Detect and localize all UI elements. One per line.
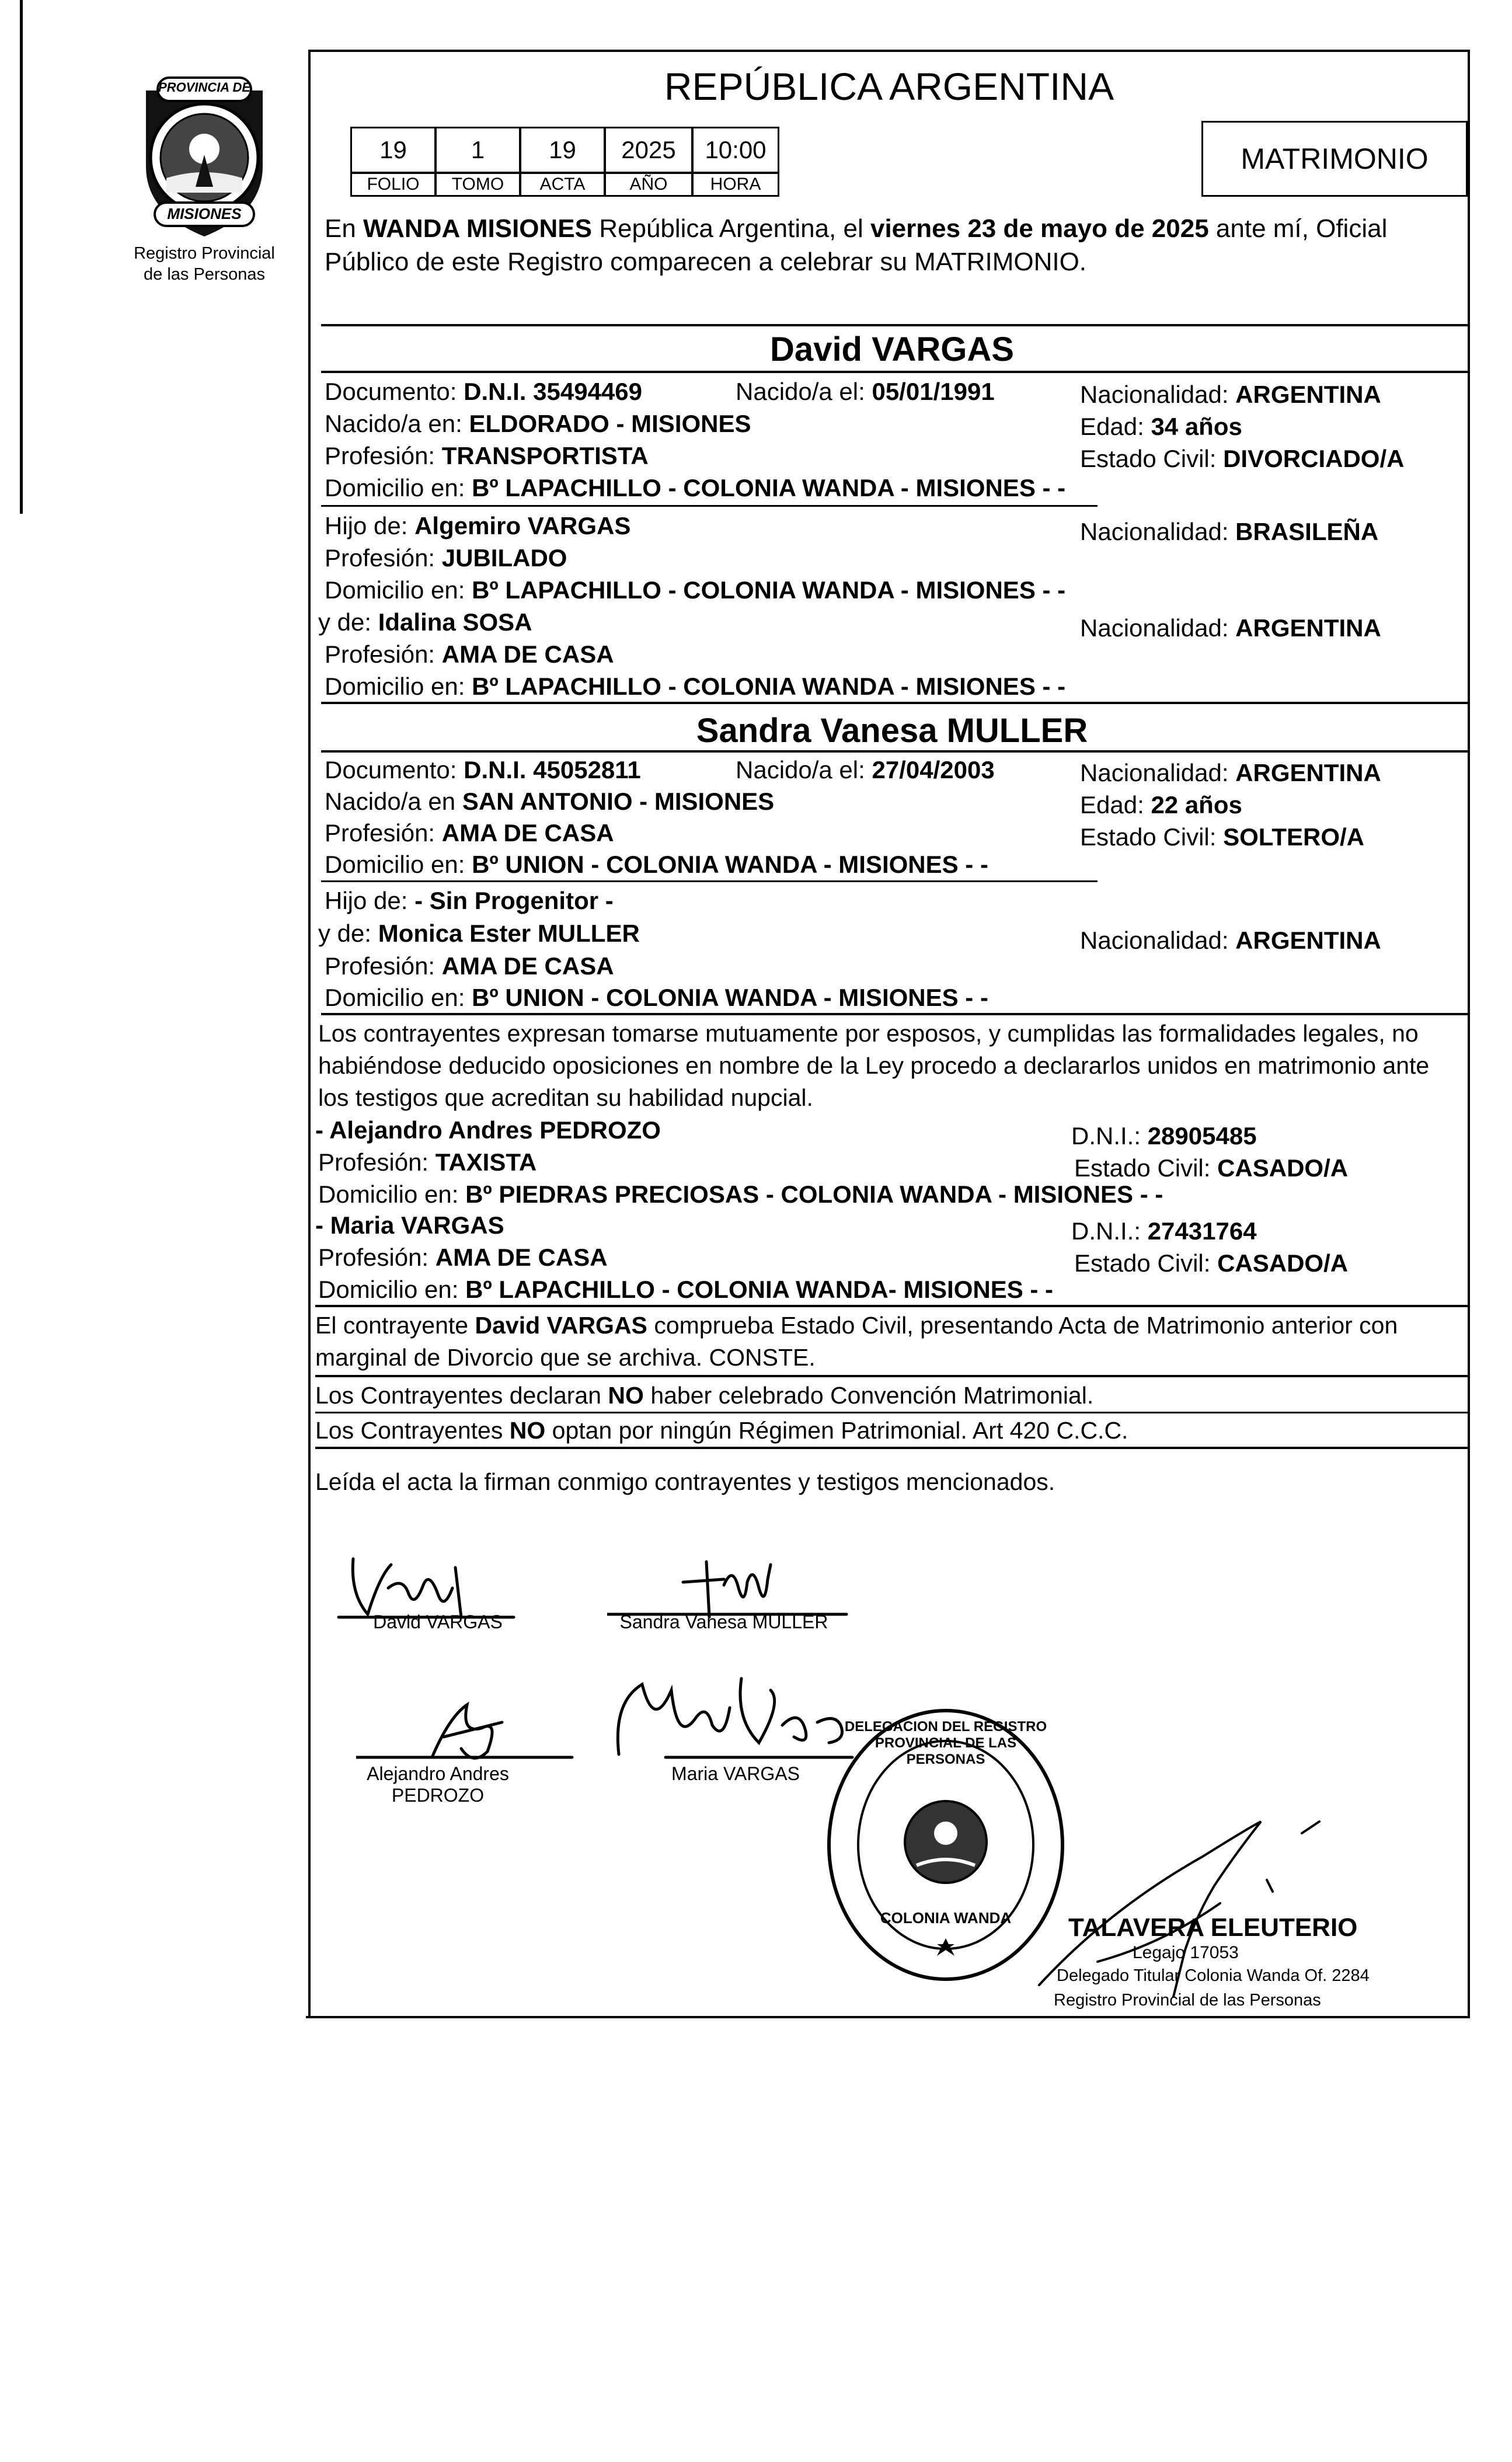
witness1-signature (356, 1693, 578, 1769)
bride-mother-home: Domicilio en: Bº UNION - COLONIA WANDA - MISIONES - - (325, 984, 988, 1011)
bride-mother-profession: Profesión: AMA DE CASA (325, 952, 614, 980)
witness2-civil-status: Estado Civil: CASADO/A (1074, 1249, 1349, 1277)
witness1-dni: D.N.I.: 28905485 (1071, 1122, 1257, 1150)
witness1-civil-status: Estado Civil: CASADO/A (1074, 1154, 1349, 1182)
bride-home: Domicilio en: Bº UNION - COLONIA WANDA - MISIONES - - (325, 851, 988, 878)
anio-label: AÑO (604, 172, 693, 197)
witness2-signature-label: Maria VARGAS (671, 1763, 800, 1784)
witness1-profession: Profesión: TAXISTA (318, 1148, 537, 1176)
seal-outer-text: DELEGACION DEL REGISTRO PROVINCIAL DE LAS PERSONAS (844, 1719, 1047, 1767)
groom-mother-profession: Profesión: AMA DE CASA (325, 640, 614, 668)
groom-father-nationality: Nacionalidad: BRASILEÑA (1080, 518, 1379, 545)
registry-name-line1: Registro Provincial (134, 244, 275, 263)
note-bottom-rule (315, 1375, 1470, 1377)
groom-born: Nacido/a el: 05/01/1991 (736, 378, 995, 405)
witness1-name: - Alejandro Andres PEDROZO (315, 1116, 661, 1144)
groom-home: Domicilio en: Bº LAPACHILLO - COLONIA WANDA - MISIONES - - (325, 474, 1066, 502)
left-margin-rule (20, 0, 23, 514)
note-line2: marginal de Divorcio que se archiva. CONSTE. (315, 1344, 816, 1371)
folio-label: FOLIO (350, 172, 436, 197)
bride-profession: Profesión: AMA DE CASA (325, 819, 614, 847)
bride-born: Nacido/a el: 27/04/2003 (736, 756, 995, 783)
convention-mid-rule (315, 1412, 1470, 1413)
record-grid (350, 127, 779, 197)
bride-age: Edad: 22 años (1080, 791, 1242, 819)
bride-doc: Documento: D.N.I. 45052811 (325, 756, 641, 783)
hora-label: HORA (692, 172, 779, 197)
bride-top-rule (321, 702, 1470, 704)
groom-doc: Documento: D.N.I. 35494469 (325, 378, 642, 405)
bride-birthplace: Nacido/a en SAN ANTONIO - MISIONES (325, 788, 775, 815)
groom-civil-status: Estado Civil: DIVORCIADO/A (1080, 445, 1405, 472)
bride-parents-rule (321, 880, 1098, 882)
convention-line2: Los Contrayentes NO optan por ningún Régimen Patrimonial. Art 420 C.C.C. (315, 1417, 1128, 1444)
groom-nationality: Nacionalidad: ARGENTINA (1080, 381, 1381, 408)
groom-top-rule (321, 324, 1470, 326)
groom-birthplace: Nacido/a en: ELDORADO - MISIONES (325, 410, 751, 437)
acta-value: 19 (520, 127, 605, 173)
acta-label: ACTA (520, 172, 605, 197)
page-title: REPÚBLICA ARGENTINA (664, 65, 1114, 108)
groom-mother: y de: Idalina SOSA (318, 608, 532, 636)
bride-mother: y de: Monica Ester MULLER (318, 920, 640, 947)
groom-signature-label: David VARGAS (373, 1611, 503, 1632)
groom-father: Hijo de: Algemiro VARGAS (325, 512, 631, 539)
declaration-line3: los testigos que acreditan su habilidad nupcial. (318, 1084, 813, 1111)
witness2-home: Domicilio en: Bº LAPACHILLO - COLONIA WANDA- MISIONES - - (318, 1276, 1054, 1303)
declaration-line2: habiéndose deducido oposiciones en nombre de la Ley procedo a declararlos unidos en matrimonio ante (318, 1052, 1430, 1079)
act-type-box: MATRIMONIO (1201, 121, 1468, 197)
official-legajo: Legajo 17053 (1133, 1943, 1239, 1962)
bride-father: Hijo de: - Sin Progenitor - (325, 887, 614, 914)
witness1-home: Domicilio en: Bº PIEDRAS PRECIOSAS - COLONIA WANDA - MISIONES - - (318, 1180, 1163, 1208)
official-title: Delegado Titular Colonia Wanda Of. 2284 (1057, 1966, 1370, 1985)
witness2-name: - Maria VARGAS (315, 1211, 504, 1239)
bride-nationality: Nacionalidad: ARGENTINA (1080, 759, 1381, 786)
bride-name-rule (321, 750, 1470, 753)
intro-line1: En WANDA MISIONES República Argentina, el viernes 23 de mayo de 2025 ante mí, Oficial (325, 214, 1388, 243)
tomo-value: 1 (435, 127, 521, 173)
intro-place: WANDA MISIONES (363, 214, 592, 243)
groom-father-home: Domicilio en: Bº LAPACHILLO - COLONIA WANDA - MISIONES - - (325, 576, 1066, 604)
groom-parents-rule (321, 505, 1098, 507)
convention-line1: Los Contrayentes declaran NO haber celebrado Convención Matrimonial. (315, 1382, 1094, 1409)
logo-top-text: PROVINCIA DE (158, 80, 251, 95)
intro-line2: Público de este Registro comparecen a celebrar su MATRIMONIO. (325, 248, 1087, 276)
groom-name: David VARGAS (770, 330, 1014, 368)
bride-bottom-rule (321, 1013, 1470, 1015)
groom-father-profession: Profesión: JUBILADO (325, 544, 567, 572)
convention-bottom-rule (315, 1447, 1470, 1449)
declaration-line1: Los contrayentes expresan tomarse mutuamente por esposos, y cumplidas las formalidades legales, no (318, 1020, 1419, 1047)
official-name: TALAVERA ELEUTERIO (1068, 1913, 1358, 1942)
registry-name-line2: de las Personas (144, 265, 265, 284)
groom-name-rule (321, 371, 1470, 373)
hora-value: 10:00 (692, 127, 779, 173)
witness2-profession: Profesión: AMA DE CASA (318, 1244, 608, 1271)
bride-civil-status: Estado Civil: SOLTERO/A (1080, 823, 1364, 851)
groom-profession: Profesión: TRANSPORTISTA (325, 442, 649, 469)
frame-bottom-rule (306, 2016, 1470, 2018)
anio-value: 2025 (604, 127, 693, 173)
bride-mother-nationality: Nacionalidad: ARGENTINA (1080, 927, 1381, 954)
note-line1: El contrayente David VARGAS comprueba Estado Civil, presentando Acta de Matrimonio anterior con (315, 1312, 1398, 1339)
witness2-dni: D.N.I.: 27431764 (1071, 1217, 1257, 1245)
tomo-label: TOMO (435, 172, 521, 197)
folio-value: 19 (350, 127, 436, 173)
groom-age: Edad: 34 años (1080, 413, 1242, 440)
groom-mother-home: Domicilio en: Bº LAPACHILLO - COLONIA WANDA - MISIONES - - (325, 673, 1066, 700)
logo-bottom-text: MISIONES (167, 205, 242, 222)
registry-logo (123, 67, 286, 242)
witness1-signature-label: Alejandro Andres PEDROZO (367, 1763, 509, 1806)
intro-date: viernes 23 de mayo de 2025 (870, 214, 1209, 243)
seal-inner-text: COLONIA WANDA (880, 1909, 1012, 1927)
closing-text: Leída el acta la firman conmigo contrayentes y testigos mencionados. (315, 1468, 1055, 1495)
bride-signature-label: Sandra Vanesa MULLER (619, 1611, 828, 1632)
bride-name: Sandra Vanesa MULLER (696, 712, 1088, 750)
official-registry: Registro Provincial de las Personas (1054, 1991, 1321, 2010)
groom-mother-nationality: Nacionalidad: ARGENTINA (1080, 614, 1381, 642)
witnesses-bottom-rule (315, 1305, 1470, 1307)
